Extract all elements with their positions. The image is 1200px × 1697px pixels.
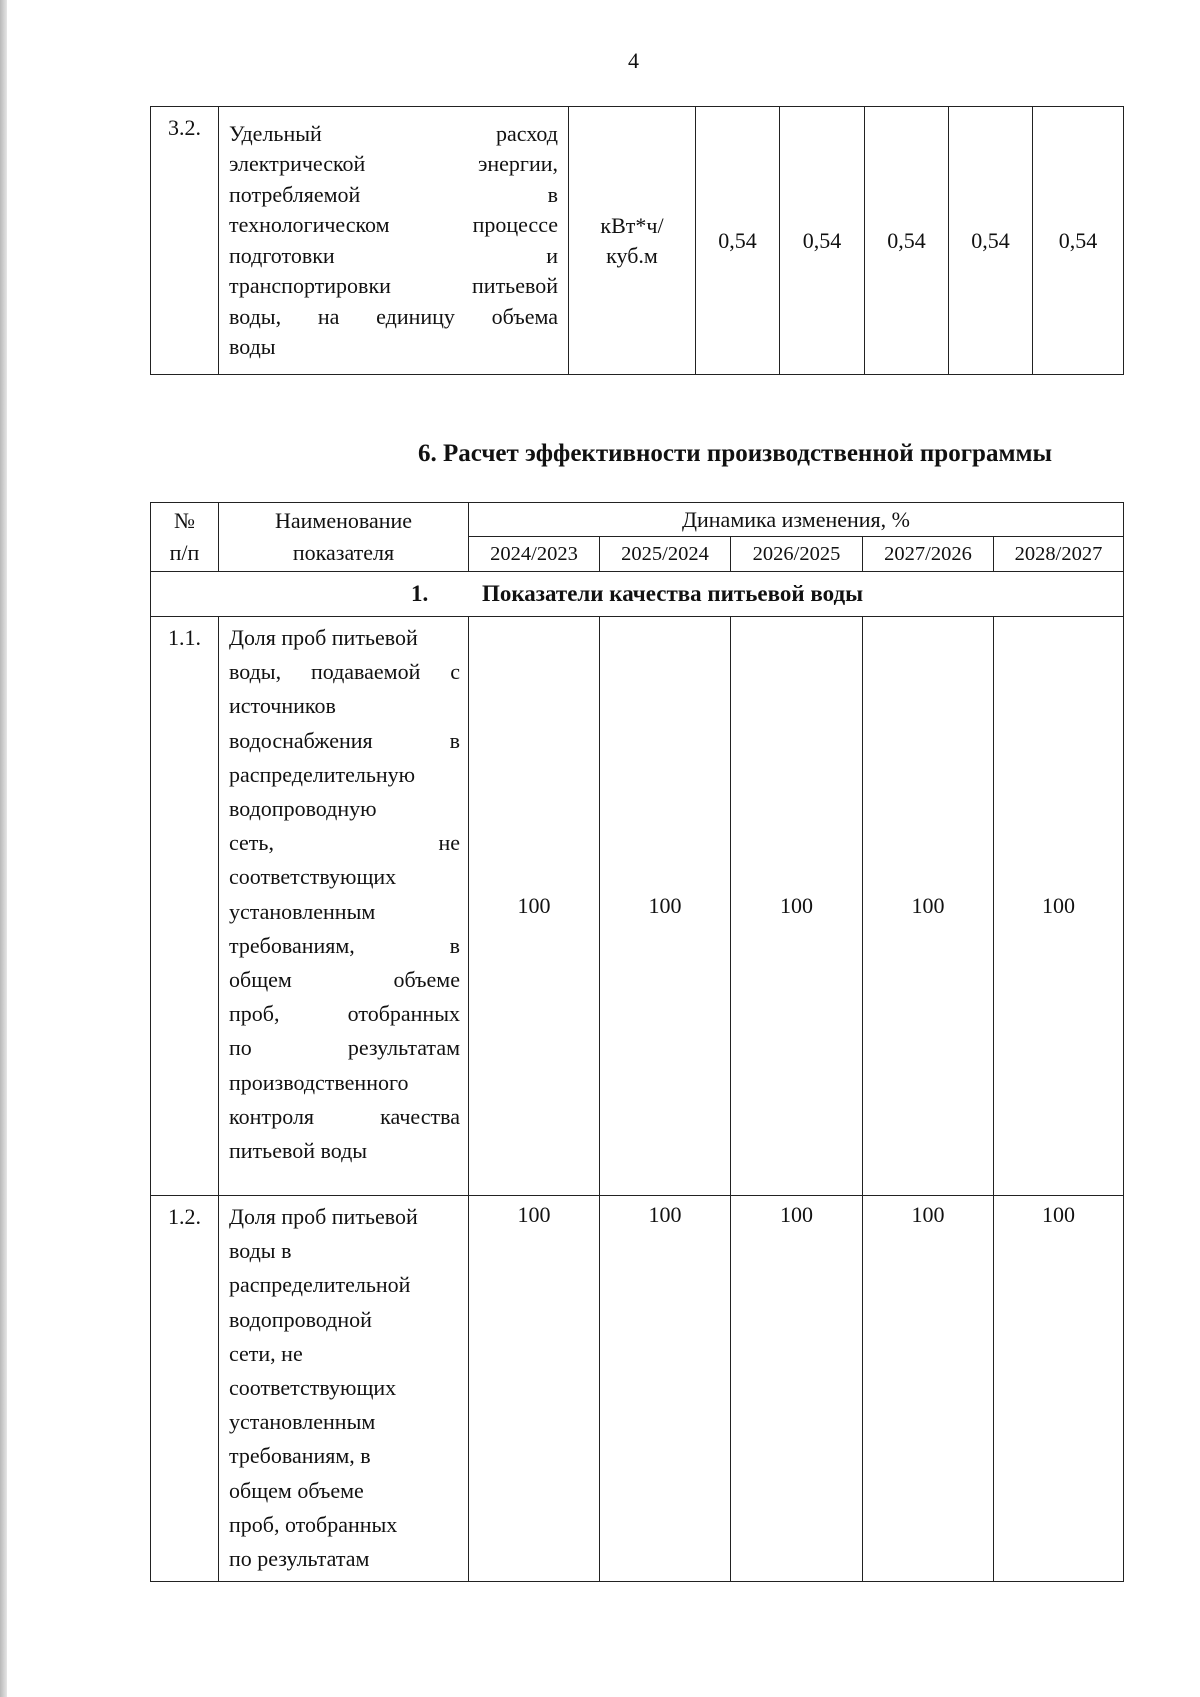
name-line: подготовки и <box>229 242 558 268</box>
value-cell: 0,54 <box>1033 107 1124 375</box>
name-line: проб, отобранных <box>229 1511 398 1537</box>
name-line: потребляемой в <box>229 181 558 207</box>
name-line: питьевой воды <box>229 1138 368 1164</box>
year-header: 2026/2025 <box>731 537 863 572</box>
name-line: воды, на единицу объема <box>229 303 558 329</box>
section-name: Показатели качества питьевой воды <box>481 581 864 606</box>
year-header: 2028/2027 <box>994 537 1124 572</box>
value-cell: 100 <box>994 617 1124 1196</box>
header-num-line: п/п <box>169 540 200 565</box>
name-line: водопроводной <box>229 1306 372 1332</box>
year-header: 2024/2023 <box>469 537 600 572</box>
name-line: требованиям, в <box>229 932 460 958</box>
scan-edge <box>0 0 7 1697</box>
name-line: воды в <box>229 1238 292 1264</box>
page-number: 4 <box>628 48 639 73</box>
name-line: контроля качества <box>229 1103 460 1129</box>
header-num <box>151 503 219 572</box>
value-cell: 100 <box>731 617 863 1196</box>
name-line: воды <box>229 334 276 359</box>
section-number: 1. <box>410 581 429 606</box>
name-line: Доля проб питьевой <box>229 625 418 650</box>
value-cell: 100 <box>469 1196 600 1582</box>
name-line: требованиям, в <box>229 1443 371 1469</box>
value-cell: 100 <box>994 1196 1124 1582</box>
name-line: источников <box>229 693 336 719</box>
name-line: общем объеме <box>229 967 460 993</box>
name-line: соответствующих <box>229 1375 397 1401</box>
header-name-line: Наименование <box>274 508 413 533</box>
name-line: по результатам <box>229 1035 460 1061</box>
value-cell: 0,54 <box>949 107 1033 375</box>
unit-line: кВт*ч/ <box>600 212 664 238</box>
name-line: установленным <box>229 1409 376 1435</box>
section-title <box>151 572 1124 617</box>
name-line: проб, отобранных <box>229 1001 460 1027</box>
name-line: распределительной <box>229 1272 411 1298</box>
name-line: соответствующих <box>229 864 397 890</box>
table-row <box>151 107 1124 375</box>
name-line: водоснабжения в <box>229 727 460 753</box>
table-header-row <box>151 503 1124 537</box>
value-cell: 100 <box>731 1196 863 1582</box>
header-name <box>219 503 469 572</box>
header-name-line: показателя <box>292 540 395 565</box>
indicator-name <box>219 617 469 1196</box>
section-heading: 6. Расчет эффективности производственной программы <box>417 440 1053 467</box>
section-row <box>151 572 1124 617</box>
table-row <box>151 1196 1124 1582</box>
value-cell: 100 <box>600 617 731 1196</box>
name-line: сети, не <box>229 1340 303 1366</box>
name-line: распределительную <box>229 761 416 787</box>
indicator-name <box>219 1196 469 1582</box>
value-cell: 100 <box>469 617 600 1196</box>
name-line: Удельный расход <box>229 120 558 146</box>
year-header: 2027/2026 <box>863 537 994 572</box>
name-line: по результатам <box>229 1546 370 1572</box>
row-number: 1.1. <box>151 617 219 1196</box>
name-line: общем объеме <box>229 1477 364 1503</box>
name-line: технологическом процессе <box>229 212 558 237</box>
unit-cell <box>569 107 696 375</box>
value-cell: 100 <box>863 617 994 1196</box>
name-line: воды, подаваемой с <box>229 659 460 685</box>
name-line: производственного <box>229 1069 409 1095</box>
value-cell: 100 <box>863 1196 994 1582</box>
value-cell: 0,54 <box>780 107 865 375</box>
efficiency-table <box>150 502 1124 1582</box>
row-number: 1.2. <box>151 1196 219 1582</box>
header-dynamics: Динамика изменения, % <box>469 503 1124 537</box>
indicator-table-continued <box>150 106 1124 375</box>
table-row <box>151 617 1124 1196</box>
name-line: сеть, не <box>229 830 460 856</box>
name-line: электрической энергии, <box>229 151 558 176</box>
value-cell: 0,54 <box>696 107 780 375</box>
value-cell: 0,54 <box>865 107 949 375</box>
year-header: 2025/2024 <box>600 537 731 572</box>
unit-line: куб.м <box>606 242 658 268</box>
name-line: водопроводную <box>229 796 377 822</box>
row-number: 3.2. <box>151 107 219 375</box>
header-num-line: № <box>174 508 195 533</box>
value-cell: 100 <box>600 1196 731 1582</box>
name-line: транспортировки питьевой <box>229 273 558 298</box>
name-line: установленным <box>229 898 376 924</box>
name-line: Доля проб питьевой <box>229 1204 418 1229</box>
indicator-name <box>219 107 569 375</box>
